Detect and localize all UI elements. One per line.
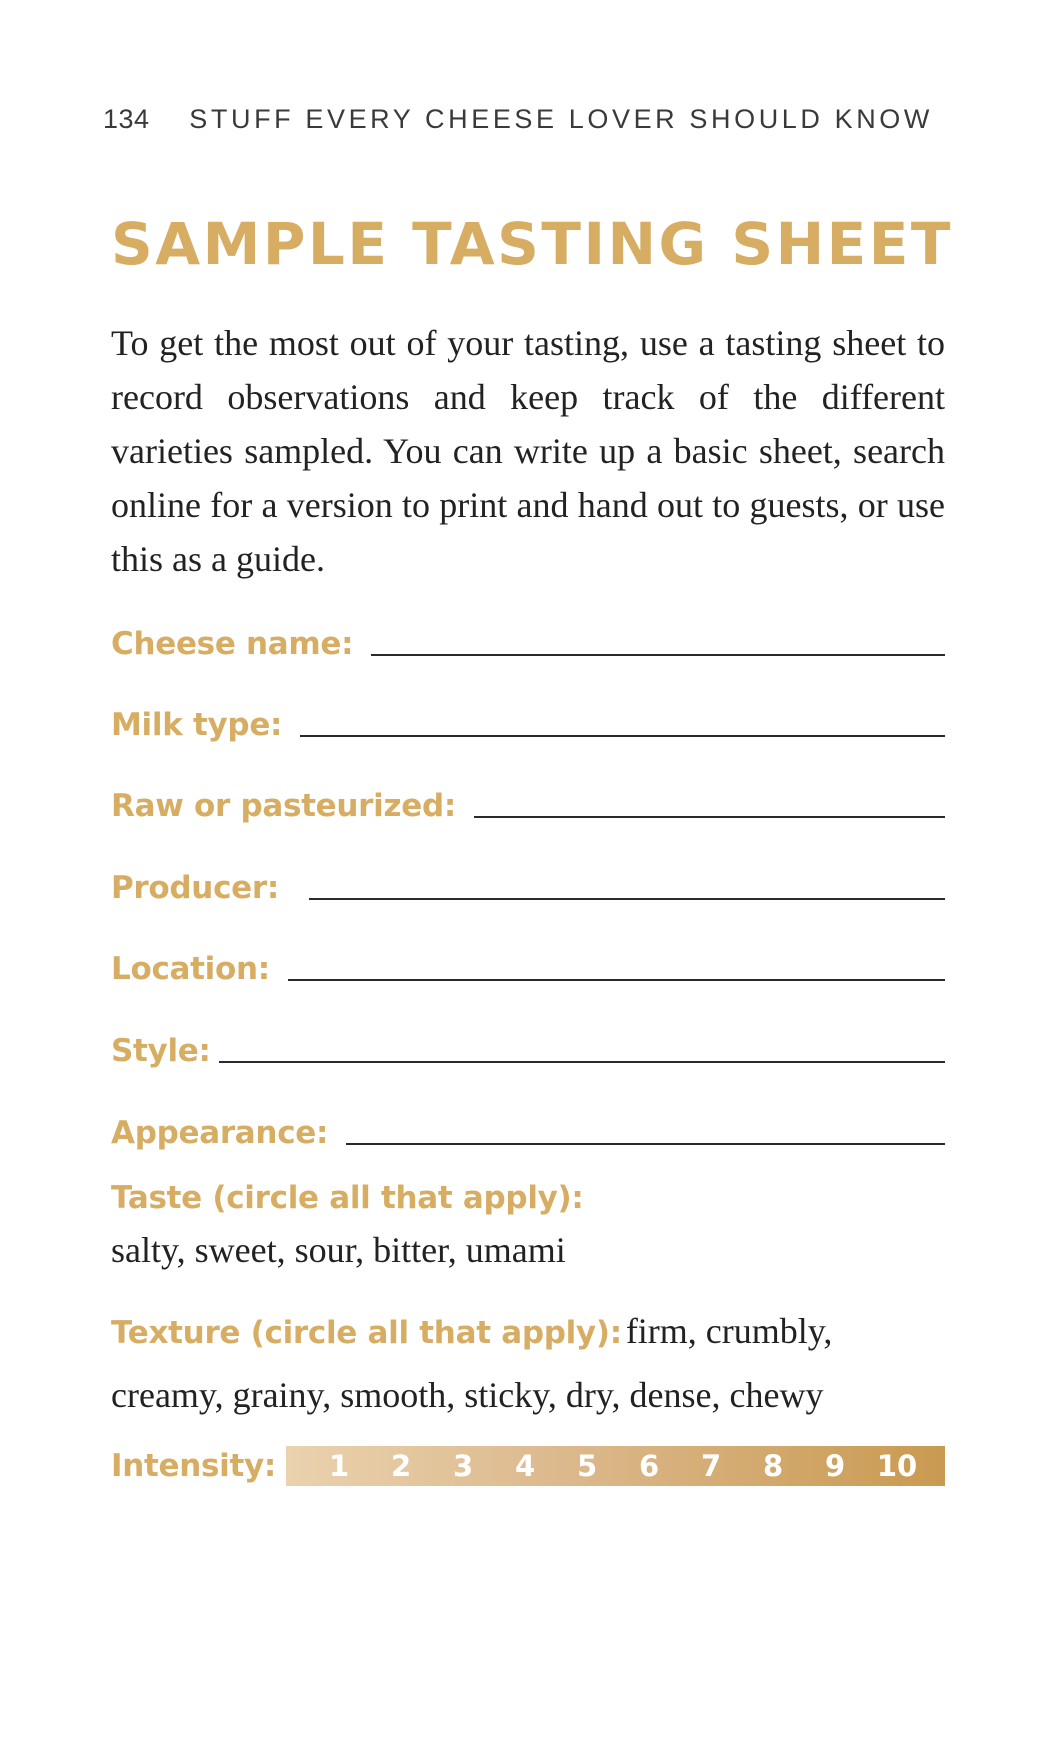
intensity-label: Intensity: (111, 1448, 277, 1484)
field-label: Appearance: (111, 1115, 329, 1151)
book-title: STUFF EVERY CHEESE LOVER SHOULD KNOW (189, 104, 933, 134)
intensity-8[interactable]: 8 (762, 1449, 784, 1483)
taste-options[interactable]: salty, sweet, sour, bitter, umami (111, 1230, 566, 1270)
field-label: Cheese name: (111, 626, 354, 662)
intensity-4[interactable]: 4 (514, 1449, 536, 1483)
field-label: Producer: (111, 870, 279, 906)
fill-in-line[interactable] (300, 735, 945, 737)
field-appearance (111, 1105, 945, 1153)
intro-paragraph: To get the most out of your tasting, use a tasting sheet to record observations and keep track of the different varieties sampled. You can write up a basic sheet, search online for a version to print and hand out to guests, or use this as a guide. (111, 323, 945, 579)
field-style (111, 1023, 945, 1071)
intensity-scale (286, 1446, 945, 1486)
intensity-2[interactable]: 2 (390, 1449, 412, 1483)
intensity-9[interactable]: 9 (824, 1449, 846, 1483)
intensity-5[interactable]: 5 (576, 1449, 598, 1483)
field-location (111, 941, 945, 989)
fill-in-line[interactable] (309, 898, 945, 900)
intensity-3[interactable]: 3 (452, 1449, 474, 1483)
field-milk-type (111, 697, 945, 745)
field-label: Style: (111, 1033, 211, 1069)
field-label: Location: (111, 951, 270, 987)
taste-section (111, 1172, 945, 1276)
fill-in-line[interactable] (288, 979, 945, 981)
intensity-1[interactable]: 1 (328, 1449, 350, 1483)
running-head (103, 104, 933, 135)
taste-label: Taste (circle all that apply): (111, 1180, 584, 1216)
fill-in-line[interactable] (219, 1061, 945, 1063)
field-cheese-name (111, 616, 945, 664)
field-producer (111, 860, 945, 908)
texture-label: Texture (circle all that apply): (111, 1315, 622, 1351)
fill-in-line[interactable] (346, 1143, 945, 1145)
page-heading: SAMPLE TASTING SHEET (111, 210, 953, 278)
fill-in-line[interactable] (371, 654, 945, 656)
intensity-10[interactable]: 10 (876, 1449, 918, 1483)
texture-options[interactable]: firm, crumbly, creamy, grainy, smooth, sticky, dry, dense, chewy (111, 1311, 833, 1415)
field-label: Milk type: (111, 707, 283, 743)
texture-section (111, 1303, 945, 1431)
page-number: 134 (103, 104, 150, 134)
field-label: Raw or pasteurized: (111, 788, 456, 824)
intensity-section (111, 1444, 945, 1488)
field-raw-or-pasteurized (111, 778, 945, 826)
intensity-7[interactable]: 7 (700, 1449, 722, 1483)
intensity-6[interactable]: 6 (638, 1449, 660, 1483)
fill-in-line[interactable] (474, 816, 945, 818)
